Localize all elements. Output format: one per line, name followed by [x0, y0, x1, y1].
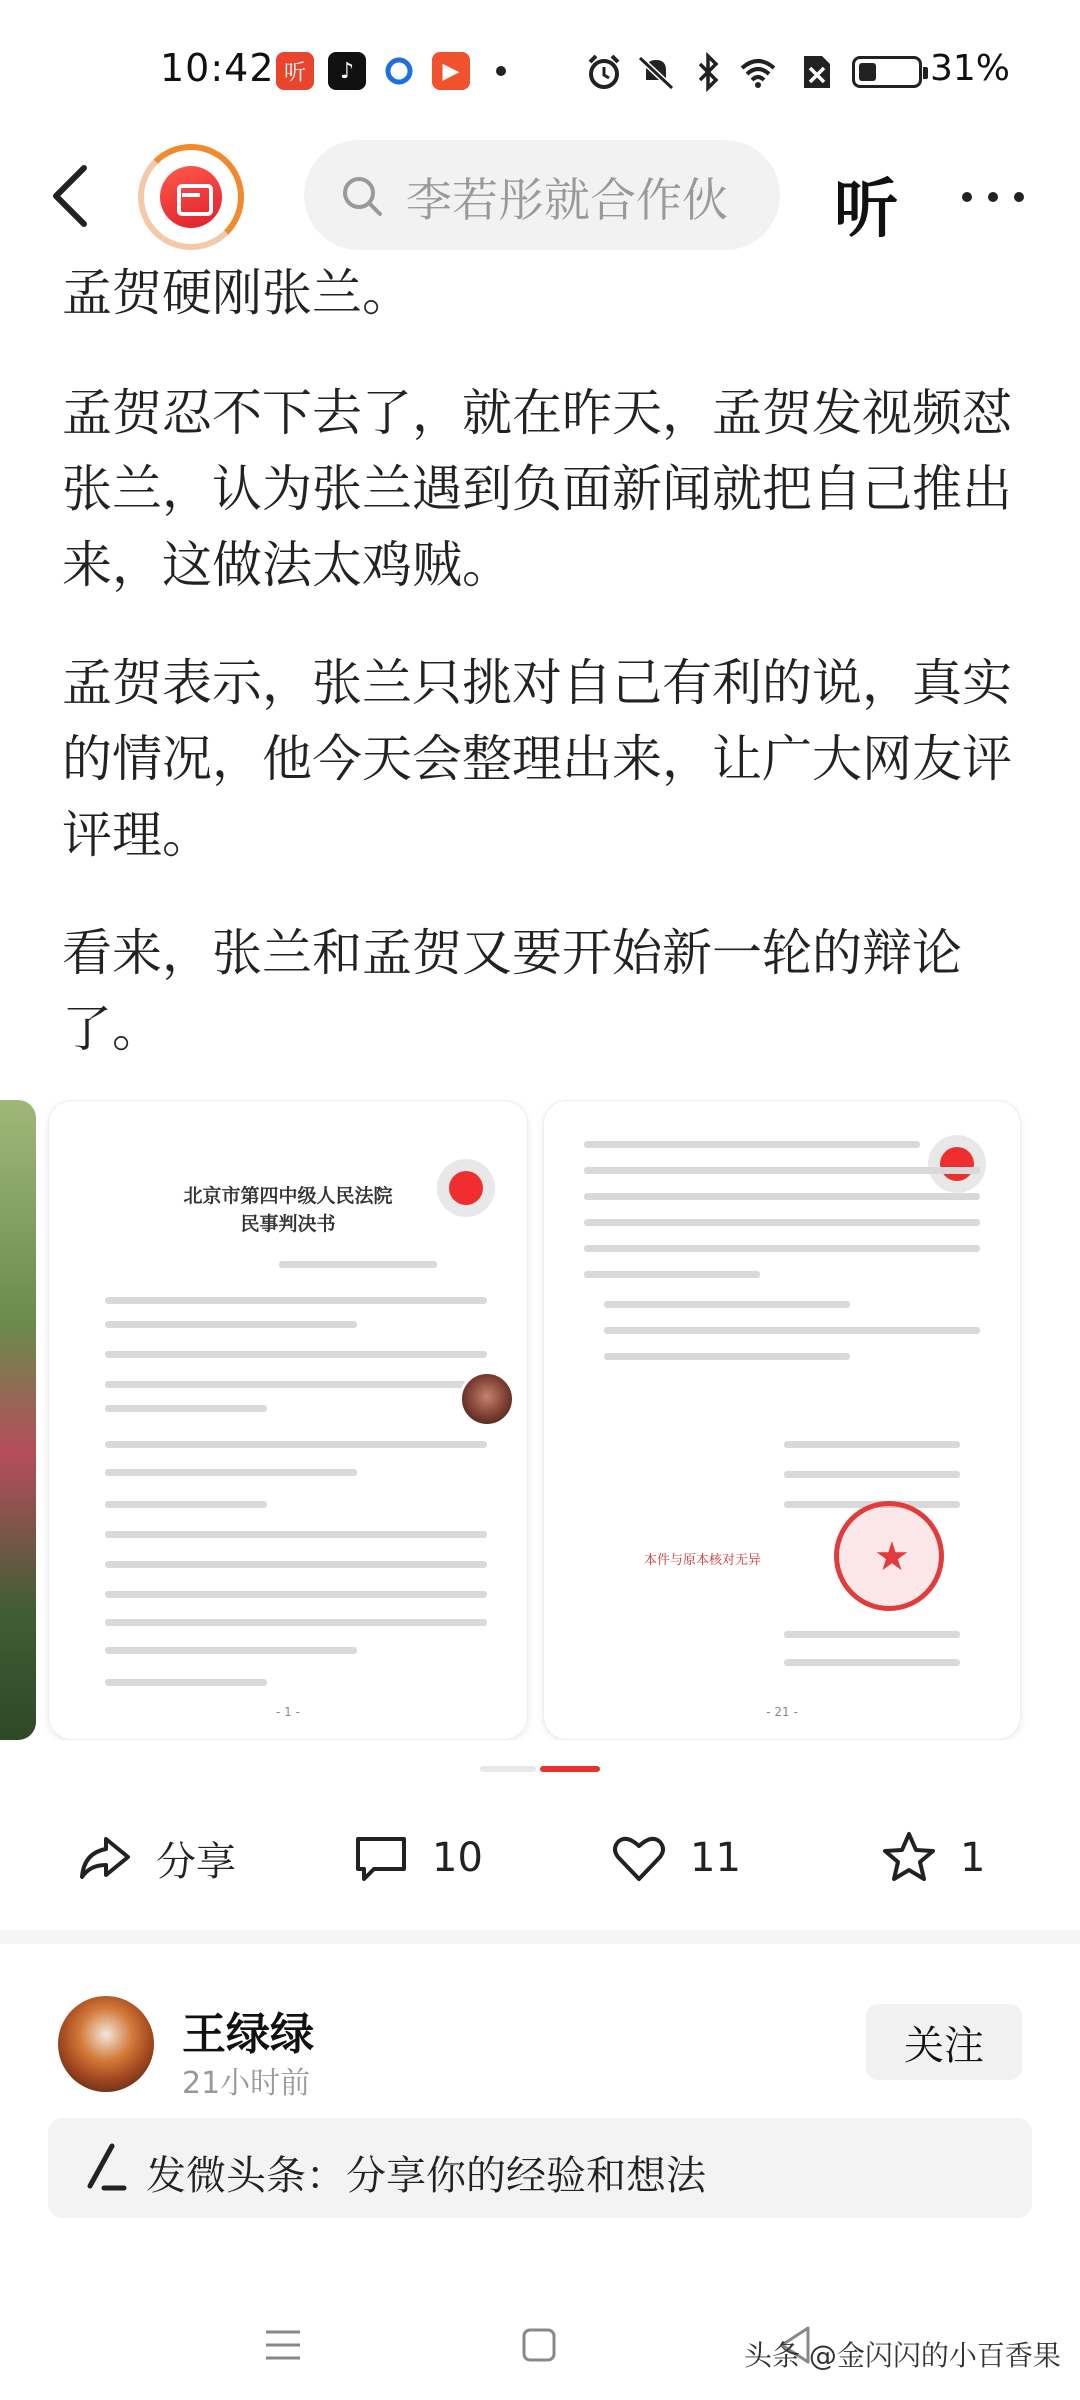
profile-avatar-overlay — [459, 1371, 515, 1427]
action-bar — [0, 1808, 1080, 1908]
court-judgment-image-1[interactable] — [48, 1100, 528, 1740]
more-options-button[interactable] — [958, 166, 1028, 226]
app-logo-watermark-icon — [437, 1159, 495, 1217]
comment-icon — [352, 1829, 410, 1887]
comment-count: 10 — [432, 1835, 483, 1881]
back-button[interactable] — [40, 156, 110, 236]
video-app-icon: ▶ — [432, 52, 470, 90]
comment-button[interactable] — [352, 1828, 483, 1888]
watermark-text: 头条 @金闪闪的小百香果 — [744, 2339, 1061, 2372]
bluetooth-icon — [688, 52, 728, 92]
search-icon — [340, 174, 384, 218]
pen-icon — [82, 2140, 130, 2196]
author-name[interactable]: 王绿绿 — [182, 2009, 314, 2060]
notification-dot — [496, 66, 506, 76]
battery-percent: 31% — [930, 48, 1011, 89]
compose-post-box[interactable] — [48, 2118, 1032, 2218]
star-icon — [880, 1829, 938, 1887]
favorite-count: 1 — [960, 1835, 986, 1881]
status-bar — [0, 0, 1080, 140]
share-button[interactable] — [76, 1828, 236, 1888]
search-box[interactable] — [304, 140, 780, 250]
doc-page-number: - 21 - — [766, 1705, 798, 1719]
status-time: 10:42 — [160, 46, 275, 90]
app-logo[interactable] — [138, 144, 244, 250]
article-paragraph: 孟贺表示，张兰只挑对自己有利的说，真实的情况，他今天会整理出来，让广大网友评评理。 — [62, 654, 1012, 864]
browser-icon — [380, 52, 418, 90]
author-avatar[interactable] — [58, 1996, 154, 2092]
search-placeholder: 李若彤就合作伙 — [406, 173, 728, 227]
mute-icon — [636, 52, 676, 92]
share-label: 分享 — [156, 1838, 236, 1885]
doc-title: 北京市第四中级人民法院 — [183, 1185, 393, 1207]
tiktok-icon: ♪ — [328, 52, 366, 90]
image-carousel[interactable] — [0, 1100, 1080, 1740]
system-nav-bar — [0, 2290, 1080, 2400]
carousel-pager — [480, 1766, 600, 1774]
listen-app-icon: 听 — [276, 52, 314, 90]
like-button[interactable] — [610, 1828, 741, 1888]
share-icon — [76, 1829, 134, 1887]
article-paragraph: 看来，张兰和孟贺又要开始新一轮的辩论了。 — [62, 924, 962, 1058]
carousel-pager-active — [540, 1766, 600, 1772]
wifi-icon — [738, 52, 778, 92]
listen-button[interactable]: 听 — [834, 173, 898, 247]
court-seal-icon — [834, 1501, 944, 1611]
favorite-button[interactable] — [880, 1828, 985, 1888]
compose-placeholder: 发微头条：分享你的经验和想法 — [146, 2153, 706, 2199]
like-count: 11 — [690, 1835, 741, 1881]
app-logo-watermark-icon — [928, 1135, 986, 1193]
doc-page-number: - 1 - — [276, 1705, 300, 1719]
article-paragraph: 孟贺忍不下去了，就在昨天，孟贺发视频怼张兰，认为张兰遇到负面新闻就把自己推出来，这做法太鸡贼。 — [62, 384, 1012, 594]
post-time: 21小时前 — [182, 2066, 311, 2101]
home-icon[interactable] — [514, 2320, 564, 2370]
article-paragraph: 孟贺硬刚张兰。 — [62, 264, 412, 322]
alarm-icon — [584, 52, 624, 92]
doc-subtitle: 民事判决书 — [240, 1213, 336, 1235]
section-divider — [0, 1930, 1080, 1944]
heart-icon — [610, 1829, 668, 1887]
no-sim-icon — [796, 52, 836, 92]
court-judgment-image-2[interactable] — [543, 1100, 1021, 1740]
menu-icon[interactable] — [258, 2320, 308, 2370]
doc-certification-note: 本件与原本核对无异 — [644, 1553, 762, 1568]
follow-button[interactable]: 关注 — [866, 2004, 1022, 2080]
battery-icon — [852, 56, 922, 88]
garden-photo[interactable] — [0, 1100, 36, 1740]
top-nav — [0, 140, 1080, 250]
